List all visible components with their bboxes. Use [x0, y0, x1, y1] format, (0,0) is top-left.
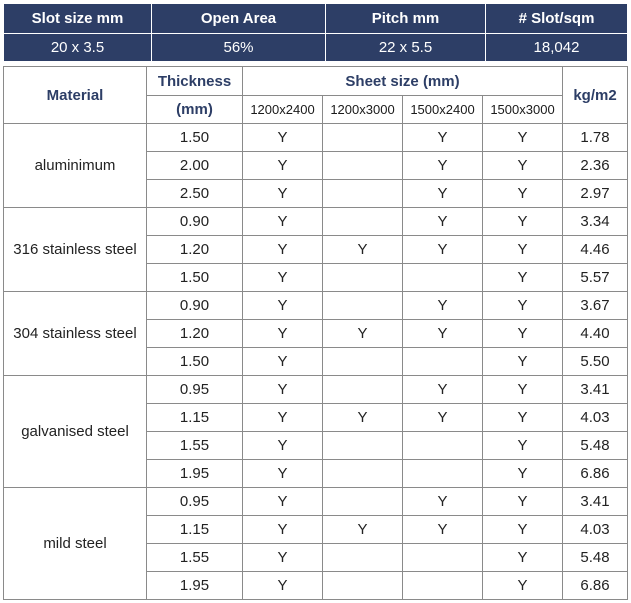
kg-per-m2-value: 4.46 — [563, 236, 628, 264]
availability-cell — [323, 376, 403, 404]
availability-cell: Y — [323, 320, 403, 348]
sheet-size-header-1200x2400: 1200x2400 — [243, 96, 323, 124]
availability-cell — [323, 544, 403, 572]
availability-cell: Y — [483, 376, 563, 404]
thickness-value: 1.95 — [147, 572, 243, 600]
availability-cell: Y — [403, 516, 483, 544]
summary-header-pitch: Pitch mm — [326, 4, 486, 34]
thickness-value: 1.15 — [147, 516, 243, 544]
availability-cell — [323, 488, 403, 516]
sheet-size-header-1500x3000: 1500x3000 — [483, 96, 563, 124]
kg-per-m2-value: 2.36 — [563, 152, 628, 180]
availability-cell: Y — [403, 236, 483, 264]
availability-cell: Y — [243, 376, 323, 404]
summary-value-pitch: 22 x 5.5 — [326, 34, 486, 62]
thickness-value: 1.15 — [147, 404, 243, 432]
availability-cell: Y — [323, 404, 403, 432]
availability-cell: Y — [483, 404, 563, 432]
thickness-value: 0.90 — [147, 208, 243, 236]
availability-cell: Y — [483, 152, 563, 180]
availability-cell — [323, 572, 403, 600]
kg-per-m2-value: 6.86 — [563, 572, 628, 600]
summary-table — [3, 3, 628, 62]
availability-cell — [403, 460, 483, 488]
availability-cell — [323, 208, 403, 236]
availability-cell — [403, 572, 483, 600]
availability-cell — [323, 460, 403, 488]
availability-cell: Y — [483, 236, 563, 264]
availability-cell: Y — [243, 460, 323, 488]
availability-cell: Y — [483, 124, 563, 152]
availability-cell — [403, 432, 483, 460]
availability-cell: Y — [483, 460, 563, 488]
thickness-value: 1.55 — [147, 544, 243, 572]
thickness-value: 1.50 — [147, 264, 243, 292]
table-row — [4, 488, 628, 516]
availability-cell: Y — [243, 320, 323, 348]
summary-value-open-area: 56% — [152, 34, 326, 62]
summary-header-slot-per-sqm: # Slot/sqm — [486, 4, 628, 34]
availability-cell — [323, 180, 403, 208]
sheet-size-header-1200x3000: 1200x3000 — [323, 96, 403, 124]
thickness-value: 0.95 — [147, 488, 243, 516]
availability-cell: Y — [483, 208, 563, 236]
summary-header-row — [4, 4, 628, 34]
kg-per-m2-value: 5.48 — [563, 544, 628, 572]
material-name: mild steel — [4, 488, 147, 600]
thickness-column-header: Thickness — [147, 67, 243, 96]
availability-cell: Y — [243, 404, 323, 432]
kg-per-m2-value: 5.57 — [563, 264, 628, 292]
thickness-value: 1.95 — [147, 460, 243, 488]
table-row — [4, 208, 628, 236]
availability-cell: Y — [243, 264, 323, 292]
availability-cell: Y — [483, 180, 563, 208]
availability-cell: Y — [243, 544, 323, 572]
kg-per-m2-value: 3.34 — [563, 208, 628, 236]
thickness-value: 0.90 — [147, 292, 243, 320]
availability-cell — [403, 264, 483, 292]
sheet-size-column-header: Sheet size (mm) — [243, 67, 563, 96]
availability-cell: Y — [243, 124, 323, 152]
spec-header-row — [4, 67, 628, 96]
availability-cell: Y — [483, 488, 563, 516]
kg-per-m2-value: 4.03 — [563, 516, 628, 544]
availability-cell — [323, 264, 403, 292]
material-name: 316 stainless steel — [4, 208, 147, 292]
availability-cell: Y — [403, 152, 483, 180]
availability-cell — [403, 544, 483, 572]
availability-cell: Y — [243, 516, 323, 544]
thickness-value: 2.00 — [147, 152, 243, 180]
availability-cell: Y — [403, 124, 483, 152]
kg-per-m2-value: 4.40 — [563, 320, 628, 348]
summary-header-open-area: Open Area — [152, 4, 326, 34]
summary-value-slot-per-sqm: 18,042 — [486, 34, 628, 62]
table-row — [4, 376, 628, 404]
kg-per-m2-value: 1.78 — [563, 124, 628, 152]
kg-per-m2-value: 3.41 — [563, 488, 628, 516]
kg-per-m2-value: 3.67 — [563, 292, 628, 320]
availability-cell — [403, 348, 483, 376]
table-row — [4, 292, 628, 320]
summary-value-row — [4, 34, 628, 62]
kg-per-m2-value: 4.03 — [563, 404, 628, 432]
availability-cell — [323, 432, 403, 460]
thickness-value: 1.55 — [147, 432, 243, 460]
availability-cell: Y — [483, 544, 563, 572]
availability-cell: Y — [403, 180, 483, 208]
availability-cell: Y — [243, 292, 323, 320]
kg-column-header: kg/m2 — [563, 67, 628, 124]
thickness-value: 1.50 — [147, 348, 243, 376]
thickness-value: 1.50 — [147, 124, 243, 152]
thickness-value: 0.95 — [147, 376, 243, 404]
kg-per-m2-value: 5.48 — [563, 432, 628, 460]
thickness-unit-header: (mm) — [147, 96, 243, 124]
material-name: galvanised steel — [4, 376, 147, 488]
availability-cell: Y — [403, 292, 483, 320]
availability-cell: Y — [243, 432, 323, 460]
availability-cell: Y — [243, 180, 323, 208]
thickness-value: 1.20 — [147, 320, 243, 348]
availability-cell: Y — [243, 488, 323, 516]
material-name: aluminimum — [4, 124, 147, 208]
availability-cell: Y — [403, 320, 483, 348]
summary-header-slot-size: Slot size mm — [4, 4, 152, 34]
availability-cell: Y — [243, 348, 323, 376]
availability-cell: Y — [243, 572, 323, 600]
availability-cell: Y — [403, 404, 483, 432]
kg-per-m2-value: 6.86 — [563, 460, 628, 488]
availability-cell: Y — [403, 208, 483, 236]
availability-cell: Y — [483, 348, 563, 376]
availability-cell: Y — [483, 432, 563, 460]
kg-per-m2-value: 2.97 — [563, 180, 628, 208]
availability-cell: Y — [243, 208, 323, 236]
availability-cell: Y — [323, 516, 403, 544]
availability-cell: Y — [243, 236, 323, 264]
availability-cell — [323, 292, 403, 320]
availability-cell: Y — [483, 572, 563, 600]
availability-cell: Y — [483, 264, 563, 292]
material-name: 304 stainless steel — [4, 292, 147, 376]
table-row — [4, 124, 628, 152]
kg-per-m2-value: 5.50 — [563, 348, 628, 376]
thickness-value: 1.20 — [147, 236, 243, 264]
material-spec-table — [3, 66, 628, 600]
availability-cell: Y — [483, 516, 563, 544]
availability-cell — [323, 124, 403, 152]
spec-body — [4, 124, 628, 600]
thickness-value: 2.50 — [147, 180, 243, 208]
availability-cell: Y — [403, 376, 483, 404]
availability-cell: Y — [483, 320, 563, 348]
availability-cell: Y — [403, 488, 483, 516]
availability-cell — [323, 152, 403, 180]
summary-value-slot-size: 20 x 3.5 — [4, 34, 152, 62]
material-column-header: Material — [4, 67, 147, 124]
kg-per-m2-value: 3.41 — [563, 376, 628, 404]
availability-cell: Y — [243, 152, 323, 180]
sheet-size-header-1500x2400: 1500x2400 — [403, 96, 483, 124]
availability-cell: Y — [483, 292, 563, 320]
availability-cell — [323, 348, 403, 376]
availability-cell: Y — [323, 236, 403, 264]
